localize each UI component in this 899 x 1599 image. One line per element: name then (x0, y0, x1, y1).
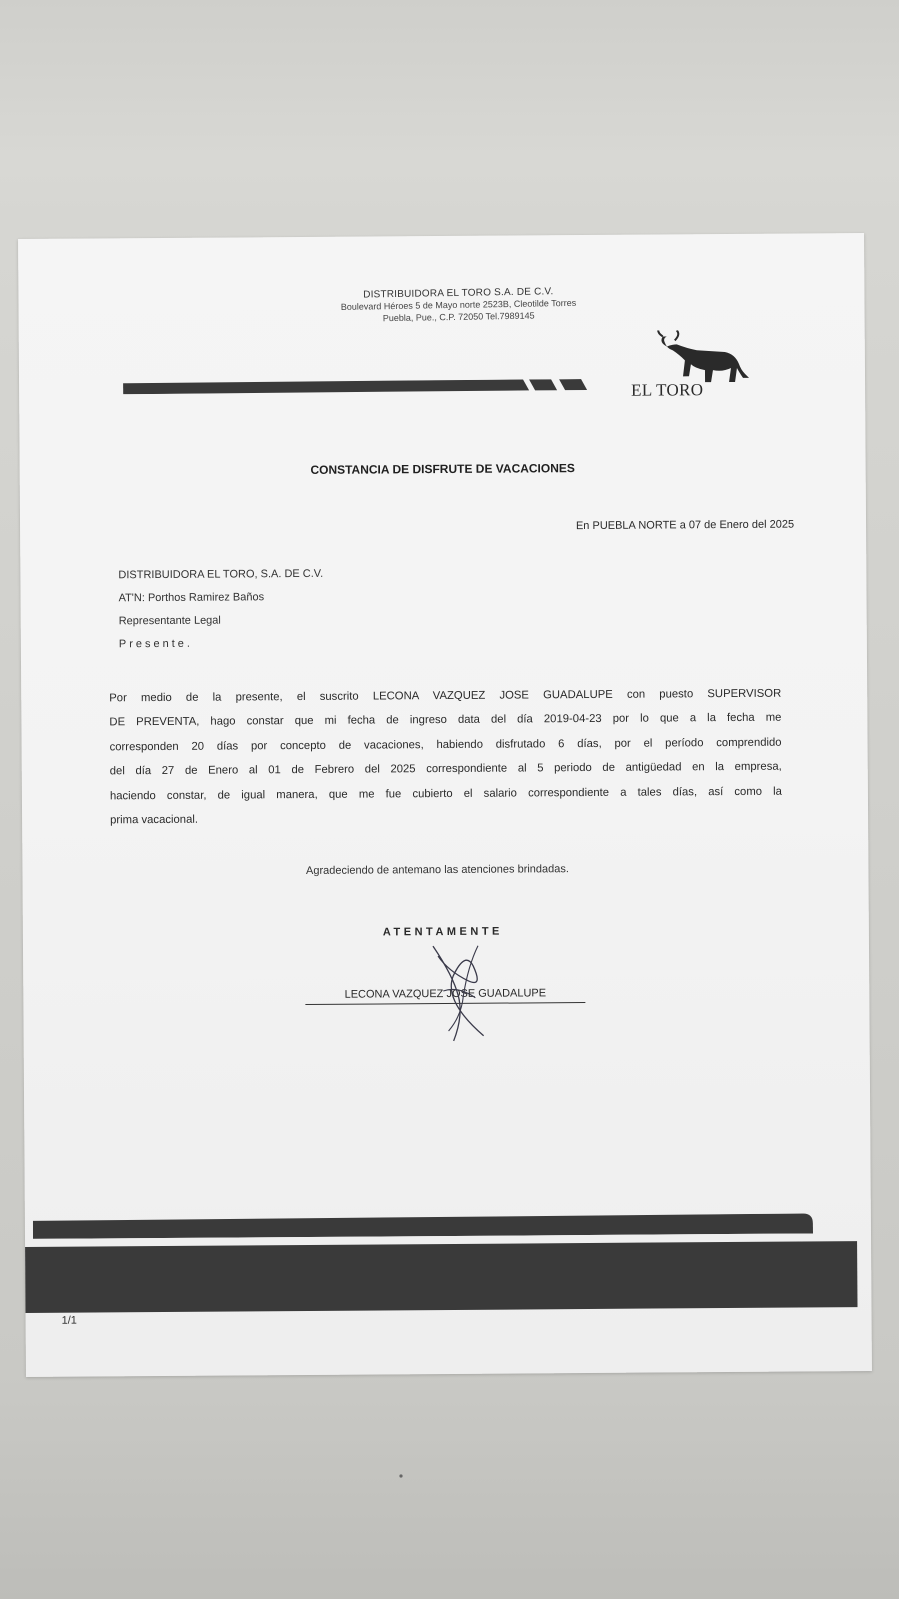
body-line: DE PREVENTA, hago constar que mi fecha de ingreso data del día 2019-04-23 por lo que a la fecha me (109, 712, 782, 729)
logo-text: EL TORO (631, 380, 704, 400)
table-speck (398, 1473, 404, 1479)
body-line: haciendo constar, de igual manera, que me fue cubierto el salario correspondiente a tales días, así como la (109, 785, 782, 802)
page-number: 1/1 (61, 1314, 77, 1327)
company-address-line-2: Puebla, Pue., C.P. 72050 Tel.7989145 (382, 310, 535, 324)
addressee-attention: AT'N: Porthos Ramirez Baños (118, 591, 265, 605)
document-title: CONSTANCIA DE DISFRUTE DE VACACIONES (310, 461, 575, 477)
body-line: del día 27 de Enero al 01 de Febrero del 2025 correspondiente al 5 periodo de antigüedad en la empresa, (109, 760, 782, 778)
company-name: DISTRIBUIDORA EL TORO S.A. DE C.V. (363, 286, 554, 301)
addressee-block (118, 563, 323, 656)
thanks-line: Agradeciendo de antemano las atenciones brindadas. (305, 863, 569, 877)
body-line: prima vacacional. (110, 813, 199, 827)
body-paragraph (109, 682, 782, 833)
company-address-line-1: Boulevard Héroes 5 de Mayo norte 2523B, Cleotilde Torres (340, 297, 577, 312)
body-line: Por medio de la presente, el suscrito LECONA VAZQUEZ JOSE GUADALUPE con puesto SUPERVISOR (109, 687, 782, 705)
signer-name: LECONA VAZQUEZ JOSE GUADALUPE (305, 987, 585, 1005)
addressee-presente: Presente. (118, 637, 194, 651)
footer-decorative-bar (33, 1213, 813, 1238)
body-line: corresponden 20 días por concepto de vacaciones, habiendo disfrutado 6 días, por el período comprendido (109, 736, 782, 754)
document-page (18, 233, 872, 1377)
closing-atentamente: ATENTAMENTE (382, 925, 503, 939)
addressee-role: Representante Legal (118, 614, 221, 628)
footer-band (25, 1241, 857, 1313)
place-date: En PUEBLA NORTE a 07 de Enero del 2025 (575, 518, 795, 533)
header-decorative-bar (123, 379, 595, 394)
handwritten-signature (413, 936, 504, 1047)
letterhead-header (258, 284, 659, 326)
company-logo (593, 330, 770, 411)
addressee-company: DISTRIBUIDORA EL TORO, S.A. DE C.V. (118, 567, 324, 582)
